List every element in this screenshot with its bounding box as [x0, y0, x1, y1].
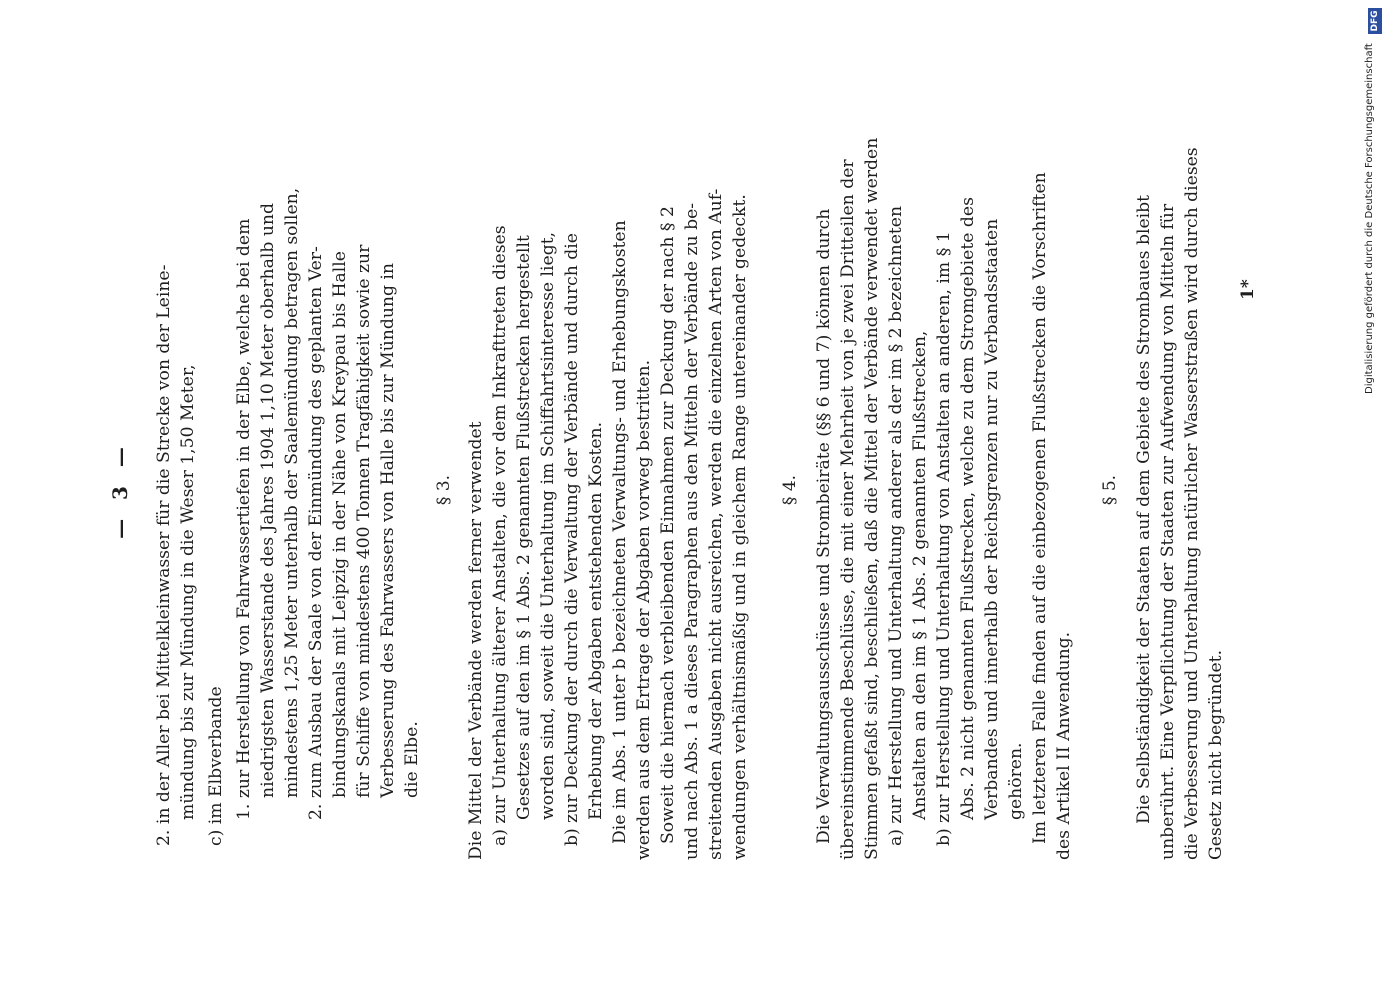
text-line: 2. in der Aller bei Mittelkleinwasser für die Strecke von der Leine- [154, 264, 174, 846]
dfg-caption: Digitalisierung gefördert durch die Deutsche Forschungsgemeinschaft [1364, 43, 1375, 394]
text-line: Die Mittel der Verbände werden ferner verwendet [466, 421, 486, 860]
section-heading-5: § 5. [1100, 474, 1120, 506]
rotated-page-content [108, 120, 1280, 860]
text-line: Im letzteren Falle finden auf die einbezogenen Flußstrecken die Vorschriften [1030, 172, 1050, 844]
text-line: streitenden Ausgaben nicht ausreichen, werden die einzelnen Arten von Auf- [706, 188, 726, 860]
text-line: unberührt. Eine Verpflichtung der Staaten zur Aufwendung von Mitteln für [1158, 203, 1178, 860]
text-line: Verbandes und innerhalb der Reichsgrenzen nur zu Verbandsstaaten [982, 218, 1002, 820]
text-line: für Schiffe von mindestens 400 Tonnen Tragfähigkeit sowie zur [354, 244, 374, 798]
text-line: a) zur Unterhaltung älterer Anstalten, die vor dem Inkrafttreten dieses [490, 225, 510, 846]
text-line: Soweit die hiernach verbleibenden Einnahmen zur Deckung der nach § 2 [658, 206, 678, 844]
text-line: Erhebung der Abgaben entstehenden Kosten. [586, 421, 606, 820]
page-number: — 3 — [108, 441, 132, 539]
text-line: Die Selbständigkeit der Staaten auf dem Gebiete des Strombaues bleibt [1134, 194, 1154, 824]
text-line: wendungen verhältnismäßig und in gleichem Range untereinander gedeckt. [730, 194, 750, 860]
text-line: mündung bis zur Mündung in die Weser 1,50 Meter, [178, 364, 198, 820]
section-heading-3: § 3. [434, 474, 454, 506]
dfg-logo-text: DFG [1370, 10, 1380, 32]
text-line: die Verbesserung und Unterhaltung natürlicher Wasserstraßen wird durch dieses [1182, 147, 1202, 860]
text-line: Verbesserung des Fahrwassers von Halle bis zur Mündung in [378, 262, 398, 798]
text-line: b) zur Deckung der durch die Verwaltung der Verbände und durch die [562, 233, 582, 846]
text-line: 1. zur Herstellung von Fahrwassertiefen in der Elbe, welche bei dem [234, 218, 254, 820]
text-line: a) zur Herstellung und Unterhaltung anderer als der im § 2 bezeichneten [886, 205, 906, 846]
text-line: gehören. [1006, 742, 1026, 820]
section-heading-4: § 4. [780, 474, 800, 506]
text-line: bindungskanals mit Leipzig in der Nähe von Kreypau bis Halle [330, 251, 350, 798]
text-line: die Elbe. [402, 721, 422, 798]
text-line: mindestens 1,25 Meter unterhalb der Saalemündung betragen sollen, [282, 187, 302, 798]
signature-mark: 1* [1238, 279, 1258, 300]
text-line: b) zur Herstellung und Unterhaltung von Anstalten an anderen, im § 1 [934, 231, 954, 846]
text-line: Abs. 2 nicht genannten Flußstrecken, welche zu dem Stromgebiete des [958, 197, 978, 820]
text-line: Gesetz nicht begründet. [1206, 649, 1226, 860]
text-line: Gesetzes auf den im § 1 Abs. 2 genannten Flußstrecken hergestellt [514, 235, 534, 820]
text-line: des Artikel II Anwendung. [1054, 631, 1074, 860]
text-line: und nach Abs. 1 a dieses Paragraphen aus den Mitteln der Verbände zu be- [682, 202, 702, 860]
text-line: worden sind, soweit die Unterhaltung im Schiffahrtsinteresse liegt, [538, 231, 558, 820]
text-line: Die im Abs. 1 unter b bezeichneten Verwaltungs- und Erhebungskosten [610, 220, 630, 844]
text-line: Die Verwaltungsausschüsse und Strombeiräte (§§ 6 und 7) können durch [814, 208, 834, 844]
text-line: Stimmen gefaßt sind, beschließen, daß die Mittel der Verbände verwendet werden [862, 137, 882, 860]
text-line: Anstalten an den im § 1 Abs. 2 genannten Flußstrecken, [910, 330, 930, 820]
text-line: c) im Elbverbande [206, 686, 226, 846]
text-line: 2. zum Ausbau der Saale von der Einmündung des geplanten Ver- [306, 246, 326, 820]
text-line: niedrigsten Wasserstande des Jahres 1904 1,10 Meter oberhalb und [258, 203, 278, 798]
text-line: werden aus dem Ertrage der Abgaben vorweg bestritten. [634, 359, 654, 860]
text-line: übereinstimmende Beschlüsse, die mit einer Mehrheit von je zwei Dritteilen der [838, 159, 858, 860]
dfg-logo-icon [1368, 8, 1382, 34]
